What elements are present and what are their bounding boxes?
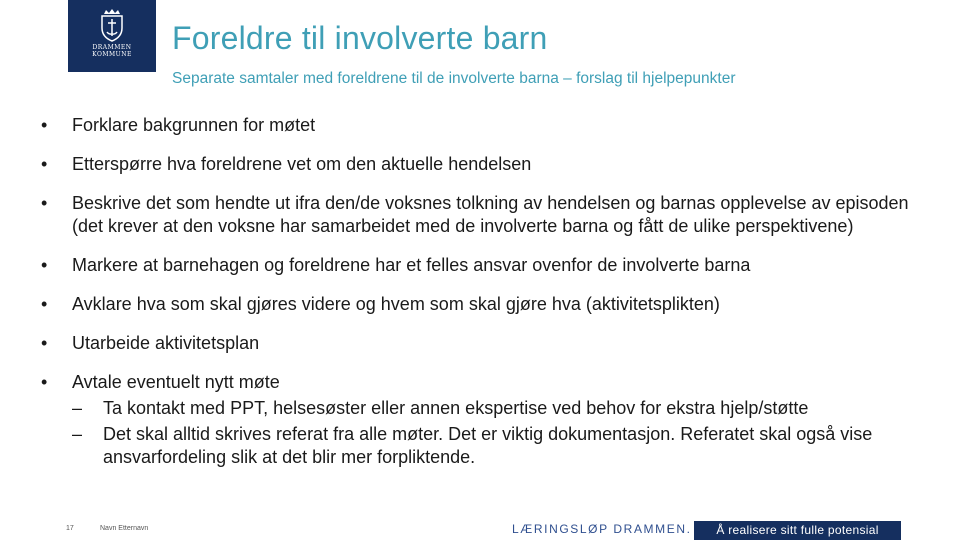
footer-tagline: Å realisere sitt fulle potensial <box>716 523 879 537</box>
coat-of-arms-icon <box>98 6 126 42</box>
bullet-item <box>40 254 930 277</box>
bullet-item <box>40 153 930 176</box>
bullet-text: Forklare bakgrunnen for møtet <box>72 115 316 135</box>
page-number: 17 <box>66 525 74 532</box>
bullet-item <box>40 332 930 355</box>
sub-bullet-item <box>72 397 930 420</box>
bullet-item <box>40 371 930 469</box>
bullet-item <box>40 192 930 238</box>
logo-line-1: DRAMMEN <box>92 44 132 51</box>
bullet-text: Markere at barnehagen og foreldrene har et felles ansvar ovenfor de involverte barna <box>72 255 751 275</box>
sub-bullet-text: Det skal alltid skrives referat fra alle møter. Det er viktig dokumentasjon. Referatet skal også vise ansvarfordeling slik at det blir mer forpliktende. <box>103 424 873 467</box>
slide-title: Foreldre til involverte barn <box>172 20 548 56</box>
drammen-kommune-logo <box>68 0 156 72</box>
logo-text <box>92 44 132 58</box>
bullet-text: Beskrive det som hendte ut ifra den/de voksnes tolkning av hendelsen og barnas opplevelse av episoden (det krever at den voksne har samarbeidet med de involverte barna og fått de ulike perspektivene) <box>72 193 909 236</box>
bullet-list <box>40 114 930 485</box>
bullet-text: Avtale eventuelt nytt møte <box>72 372 280 392</box>
footer-slogan: LÆRINGSLØP DRAMMEN. <box>512 522 692 536</box>
sub-bullet-list <box>72 397 930 469</box>
bullet-text: Avklare hva som skal gjøres videre og hvem som skal gjøre hva (aktivitetsplikten) <box>72 294 720 314</box>
logo-line-2: KOMMUNE <box>92 51 132 58</box>
sub-bullet-text: Ta kontakt med PPT, helsesøster eller annen ekspertise ved behov for ekstra hjelp/støtte <box>103 398 809 418</box>
bullet-item <box>40 114 930 137</box>
bullet-text: Etterspørre hva foreldrene vet om den aktuelle hendelsen <box>72 154 532 174</box>
sub-bullet-item <box>72 423 930 469</box>
footer-tagline-box <box>694 521 901 540</box>
author-name: Navn Etternavn <box>100 525 149 532</box>
slide-subtitle: Separate samtaler med foreldrene til de involverte barna – forslag til hjelpepunkter <box>172 70 736 87</box>
bullet-text: Utarbeide aktivitetsplan <box>72 333 260 353</box>
bullet-item <box>40 293 930 316</box>
